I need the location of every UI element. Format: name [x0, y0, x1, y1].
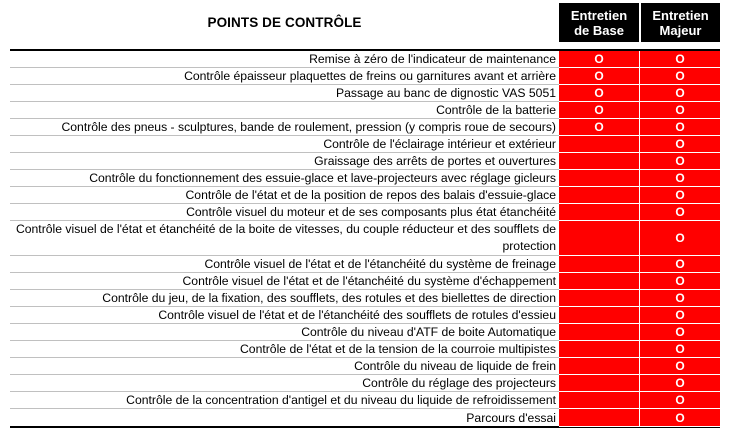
cell-entretien-majeur: O	[640, 136, 720, 153]
cell-entretien-majeur: O	[640, 341, 720, 358]
cell-entretien-de-base: O	[559, 51, 640, 68]
cell-entretien-majeur: O	[640, 85, 720, 102]
control-point-label: Contrôle visuel de l'état et de l'étanchéité des soufflets de rotules d'essieu	[158, 308, 556, 322]
table-row	[10, 153, 720, 170]
table-row	[10, 51, 720, 68]
table-row	[10, 187, 720, 204]
table-row	[10, 170, 720, 187]
control-point-label: Contrôle épaisseur plaquettes de freins ou garnitures avant et arrière	[184, 69, 556, 83]
table-row	[10, 409, 720, 426]
control-point-label: Contrôle visuel de l'état et étanchéité de la boite de vitesses, du couple réducteur et des soufflets de protection	[15, 222, 556, 253]
control-point-label: Contrôle des pneus - sculptures, bande de roulement, pression (y compris roue de secours)	[61, 120, 556, 134]
control-point-label: Contrôle visuel du moteur et de ses composants plus état étanchéité	[186, 205, 556, 219]
cell-entretien-majeur: O	[640, 307, 720, 324]
cell-entretien-de-base	[559, 324, 640, 341]
table-row	[10, 307, 720, 324]
control-point-label: Contrôle de l'état et de la tension de la courroie multipistes	[240, 342, 556, 356]
control-point-label: Contrôle du fonctionnement des essuie-glace et lave-projecteurs avec réglage gicleurs	[89, 171, 556, 185]
column-header-line: de Base	[574, 22, 624, 38]
table-row	[10, 85, 720, 102]
cell-entretien-de-base	[559, 273, 640, 290]
cell-entretien-de-base	[559, 187, 640, 204]
cell-entretien-de-base: O	[559, 102, 640, 119]
table-row	[10, 221, 720, 256]
cell-entretien-de-base	[559, 290, 640, 307]
cell-entretien-majeur: O	[640, 358, 720, 375]
cell-entretien-majeur: O	[640, 273, 720, 290]
cell-entretien-de-base	[559, 153, 640, 170]
control-point-label: Contrôle de l'état et de la position de repos des balais d'essuie-glace	[185, 188, 556, 202]
cell-entretien-de-base	[559, 341, 640, 358]
cell-entretien-de-base	[559, 204, 640, 221]
cell-entretien-de-base: O	[559, 119, 640, 136]
cell-entretien-majeur: O	[640, 170, 720, 187]
column-header-entretien-majeur	[641, 3, 720, 42]
control-point-label: Contrôle du jeu, de la fixation, des soufflets, des rotules et des biellettes de direction	[102, 291, 556, 305]
cell-entretien-majeur: O	[640, 256, 720, 273]
cell-entretien-de-base: O	[559, 85, 640, 102]
table-row	[10, 68, 720, 85]
cell-entretien-de-base	[559, 409, 640, 427]
table-row	[10, 119, 720, 136]
table-row	[10, 136, 720, 153]
table-row	[10, 375, 720, 392]
table-row	[10, 341, 720, 358]
table-row	[10, 392, 720, 409]
cell-entretien-de-base: O	[559, 68, 640, 85]
cell-entretien-majeur: O	[640, 153, 720, 170]
control-point-label: Parcours d'essai	[466, 410, 556, 425]
cell-entretien-de-base	[559, 392, 640, 409]
control-point-label: Contrôle de l'éclairage intérieur et extérieur	[323, 137, 556, 151]
control-point-label: Contrôle visuel de l'état et de l'étanchéité du système d'échappement	[182, 274, 556, 288]
control-point-label: Contrôle du niveau de liquide de frein	[354, 359, 556, 373]
page-title: POINTS DE CONTRÔLE	[207, 15, 362, 30]
table-row	[10, 273, 720, 290]
control-point-label: Contrôle de la batterie	[436, 103, 556, 117]
cell-entretien-majeur: O	[640, 119, 720, 136]
cell-entretien-majeur: O	[640, 221, 720, 256]
column-header-entretien-de-base	[559, 3, 639, 42]
checklist-table	[10, 49, 720, 428]
cell-entretien-majeur: O	[640, 409, 720, 427]
control-point-label: Remise à zéro de l'indicateur de maintenance	[309, 52, 556, 66]
table-row	[10, 324, 720, 341]
cell-entretien-de-base	[559, 170, 640, 187]
control-point-label: Passage au banc de dignostic VAS 5051	[336, 86, 556, 100]
cell-entretien-de-base	[559, 221, 640, 256]
table-row	[10, 358, 720, 375]
control-point-label: Contrôle du réglage des projecteurs	[362, 376, 556, 390]
control-point-label: Contrôle visuel de l'état et de l'étanchéité du système de freinage	[204, 257, 556, 271]
cell-entretien-majeur: O	[640, 324, 720, 341]
table-row	[10, 290, 720, 307]
column-header-line: Majeur	[659, 22, 702, 38]
column-header-line: Entretien	[570, 7, 628, 23]
cell-entretien-majeur: O	[640, 102, 720, 119]
cell-entretien-majeur: O	[640, 187, 720, 204]
table-row	[10, 204, 720, 221]
control-point-label: Graissage des arrêts de portes et ouvertures	[314, 154, 556, 168]
cell-entretien-de-base	[559, 375, 640, 392]
cell-entretien-majeur: O	[640, 68, 720, 85]
table-row	[10, 102, 720, 119]
cell-entretien-de-base	[559, 307, 640, 324]
cell-entretien-majeur: O	[640, 392, 720, 409]
control-point-label: Contrôle de la concentration d'antigel et du niveau du liquide de refroidissement	[126, 393, 556, 407]
column-header-line: Entretien	[652, 7, 709, 23]
cell-entretien-de-base	[559, 136, 640, 153]
cell-entretien-majeur: O	[640, 375, 720, 392]
cell-entretien-majeur: O	[640, 204, 720, 221]
cell-entretien-de-base	[559, 256, 640, 273]
control-point-label: Contrôle du niveau d'ATF de boite Automatique	[301, 325, 556, 339]
cell-entretien-de-base	[559, 358, 640, 375]
cell-entretien-majeur: O	[640, 51, 720, 68]
cell-entretien-majeur: O	[640, 290, 720, 307]
table-row	[10, 256, 720, 273]
